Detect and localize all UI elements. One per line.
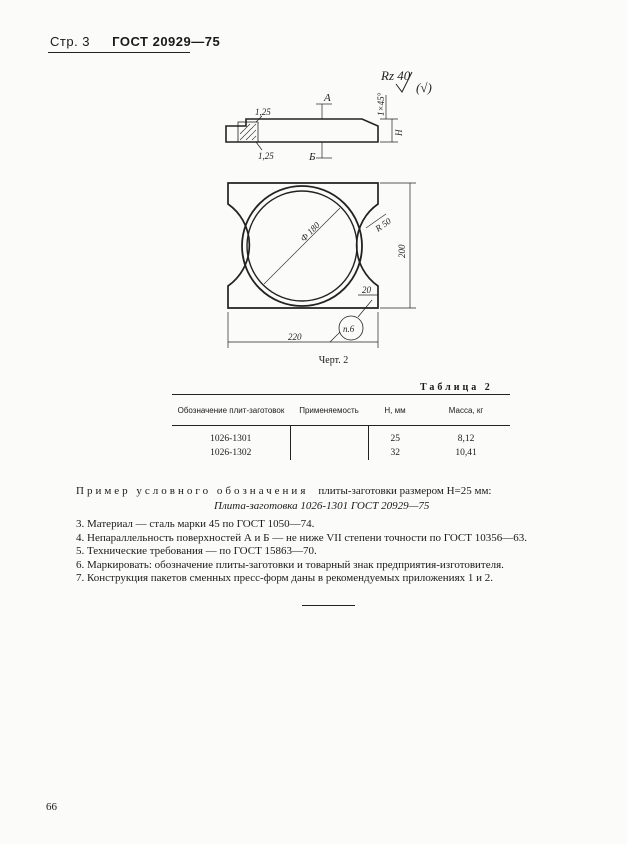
end-rule — [302, 605, 355, 606]
technical-drawing — [0, 0, 627, 380]
note-item: 7. Конструкция пакетов сменных пресс-форм даны в рекомендуемых приложениях 1 и 2. — [76, 572, 494, 584]
surface-b-label: Б — [309, 151, 316, 163]
dim-125-top: 1,25 — [255, 107, 271, 117]
table-row — [172, 446, 510, 460]
col-applicability: Применяемость — [290, 395, 368, 426]
offset-20-label: 20 — [362, 285, 371, 295]
chamfer-label: 1×45° — [376, 92, 386, 116]
cell-mass: 8,12 — [457, 434, 475, 444]
cell-designation: 1026-1302 — [172, 446, 290, 460]
designation-example — [76, 485, 491, 497]
side-view-outline — [226, 119, 378, 142]
col-mass: Масса, кг — [422, 395, 510, 426]
roughness-rest: (√) — [416, 80, 432, 95]
surface-a-label: А — [324, 92, 331, 104]
plan-view-outline — [228, 183, 378, 308]
cell-mass: 10,41 — [455, 448, 477, 458]
note-item: 3. Материал — сталь марки 45 по ГОСТ 1050—74. — [76, 518, 315, 530]
designation-string: Плита-заготовка 1026-1301 ГОСТ 20929—75 — [214, 500, 430, 512]
radius-label: R 50 — [373, 215, 393, 234]
note-item: 5. Технические требования — по ГОСТ 15863—70. — [76, 545, 317, 557]
page-number: 66 — [46, 801, 57, 813]
note-item: 4. Непараллельность поверхностей А и Б — не ниже VII степени точности по ГОСТ 10356—63. — [76, 531, 527, 544]
cell-height: 32 — [390, 448, 400, 458]
example-label: Пример условного обозначения — [76, 485, 309, 497]
cell-height: 25 — [390, 434, 400, 444]
marking-label: п.6 — [343, 324, 355, 334]
table-title: Таблица 2 — [420, 382, 493, 393]
diameter-label: Ф 180 — [298, 220, 322, 244]
table-row — [172, 432, 510, 446]
col-designation: Обозначение плит-заготовок — [172, 395, 290, 426]
width-220-label: 220 — [288, 332, 302, 342]
roughness-label: Rz 40 — [381, 68, 411, 83]
dim-125-bottom: 1,25 — [258, 151, 274, 161]
notes-list — [76, 518, 527, 586]
height-200-label: 200 — [397, 244, 407, 258]
standard-number: ГОСТ 20929—75 — [112, 34, 221, 49]
height-label: H — [394, 129, 404, 136]
page-label: Стр. 3 — [50, 34, 91, 49]
cell-applicability — [290, 432, 368, 446]
note-item: 6. Маркировать: обозначение плиты-заготовки и товарный знак предприятия-изготовителя. — [76, 558, 504, 571]
cell-applicability — [290, 446, 368, 460]
col-height: H, мм — [368, 395, 422, 426]
spec-table — [172, 394, 510, 460]
figure-caption: Черт. 2 — [318, 355, 349, 366]
example-text: плиты-заготовки размером H=25 мм: — [318, 485, 492, 497]
cell-designation: 1026-1301 — [172, 432, 290, 446]
